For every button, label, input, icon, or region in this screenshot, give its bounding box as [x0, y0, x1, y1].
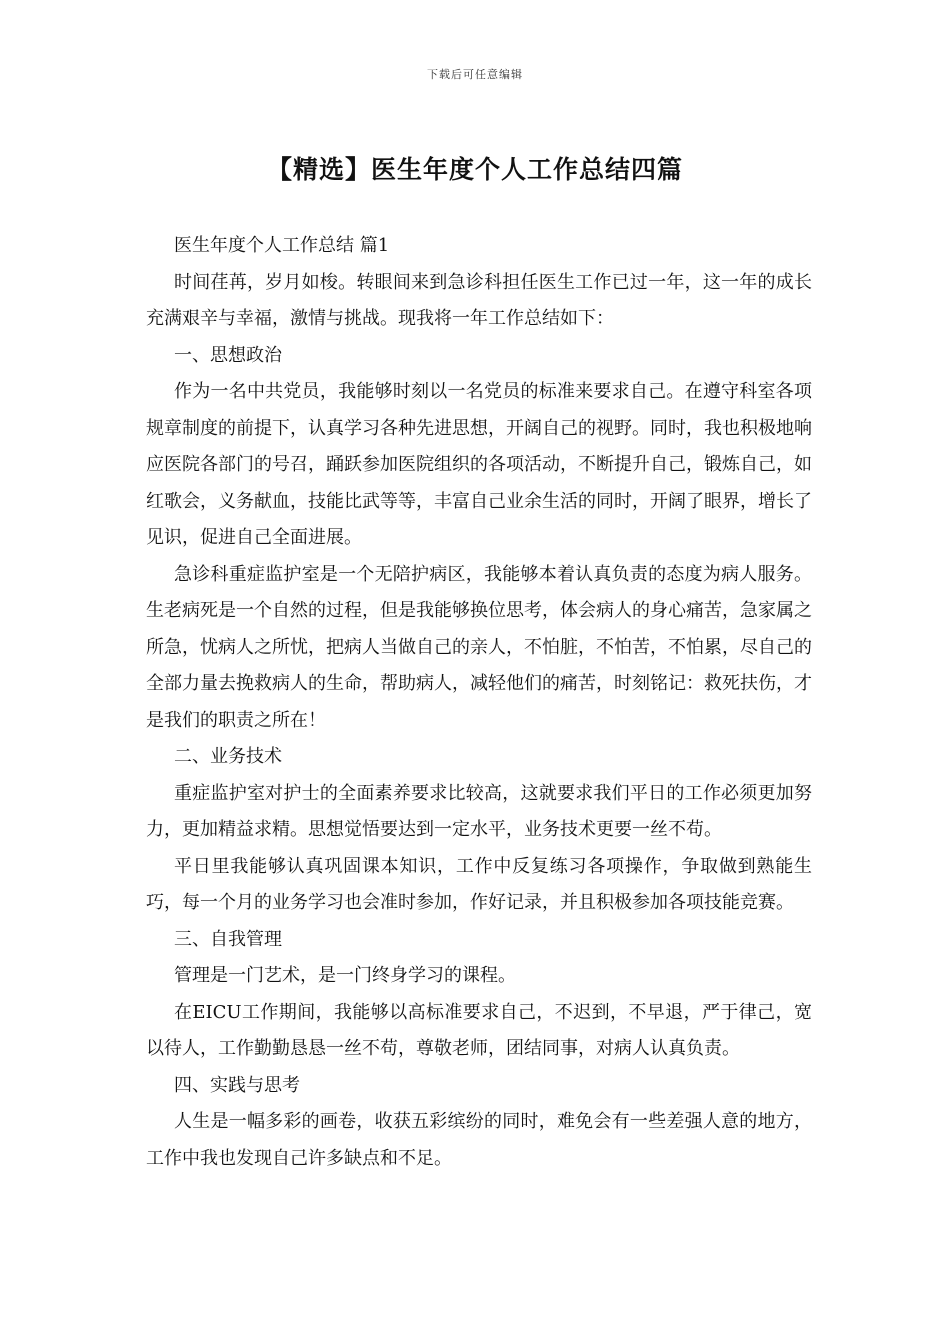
- paragraph: 在EICU工作期间，我能够以高标准要求自己，不迟到，不早退，严于律己，宽以待人，工作勤勤恳恳一丝不苟，尊敬老师，团结同事，对病人认真负责。: [146, 1001, 812, 1059]
- paragraph: 急诊科重症监护室是一个无陪护病区，我能够本着认真负责的态度为病人服务。生老病死是一个自然的过程，但是我能够换位思考，体会病人的身心痛苦，急家属之所急，忧病人之所忧，把病人当做自己的亲人，不怕脏，不怕苦，不怕累，尽自己的全部力量去挽救病人的生命，帮助病人，减轻他们的痛苦，时刻铭记：救死扶伤，才是我们的职责之所在！: [146, 563, 812, 731]
- document-body: [146, 228, 812, 1177]
- header-note: 下载后可任意编辑: [427, 68, 523, 81]
- paragraph: 人生是一幅多彩的画卷，收获五彩缤纷的同时，难免会有一些差强人意的地方，工作中我也发现自己许多缺点和不足。: [146, 1111, 812, 1169]
- paragraph: 管理是一门艺术，是一门终身学习的课程。: [174, 965, 516, 986]
- section-heading: 四、实践与思考: [174, 1074, 300, 1096]
- paragraph: 平日里我能够认真巩固课本知识，工作中反复练习各项操作，争取做到熟能生巧，每一个月的业务学习也会准时参加，作好记录，并且积极参加各项技能竞赛。: [146, 855, 812, 913]
- paragraph: 重症监护室对护士的全面素养要求比较高，这就要求我们平日的工作必须更加努力，更加精益求精。思想觉悟要达到一定水平，业务技术更要一丝不苟。: [146, 782, 812, 840]
- section-subtitle: 医生年度个人工作总结 篇1: [174, 235, 390, 256]
- section-heading: 三、自我管理: [174, 928, 282, 950]
- paragraph: 作为一名中共党员，我能够时刻以一名党员的标准来要求自己。在遵守科室各项规章制度的前提下，认真学习各种先进思想，开阔自己的视野。同时，我也积极地响应医院各部门的号召，踊跃参加医院组织的各项活动，不断提升自己，锻炼自己，如红歌会，义务献血，技能比武等等，丰富自己业余生活的同时，开阔了眼界，增长了见识，促进自己全面进展。: [146, 381, 812, 548]
- paragraph: 时间荏苒，岁月如梭。转眼间来到急诊科担任医生工作已过一年，这一年的成长充满艰辛与幸福，激情与挑战。现我将一年工作总结如下：: [146, 271, 812, 329]
- document-title: 【精选】医生年度个人工作总结四篇: [266, 155, 683, 184]
- section-heading: 一、思想政治: [174, 344, 282, 366]
- section-heading: 二、业务技术: [174, 746, 282, 767]
